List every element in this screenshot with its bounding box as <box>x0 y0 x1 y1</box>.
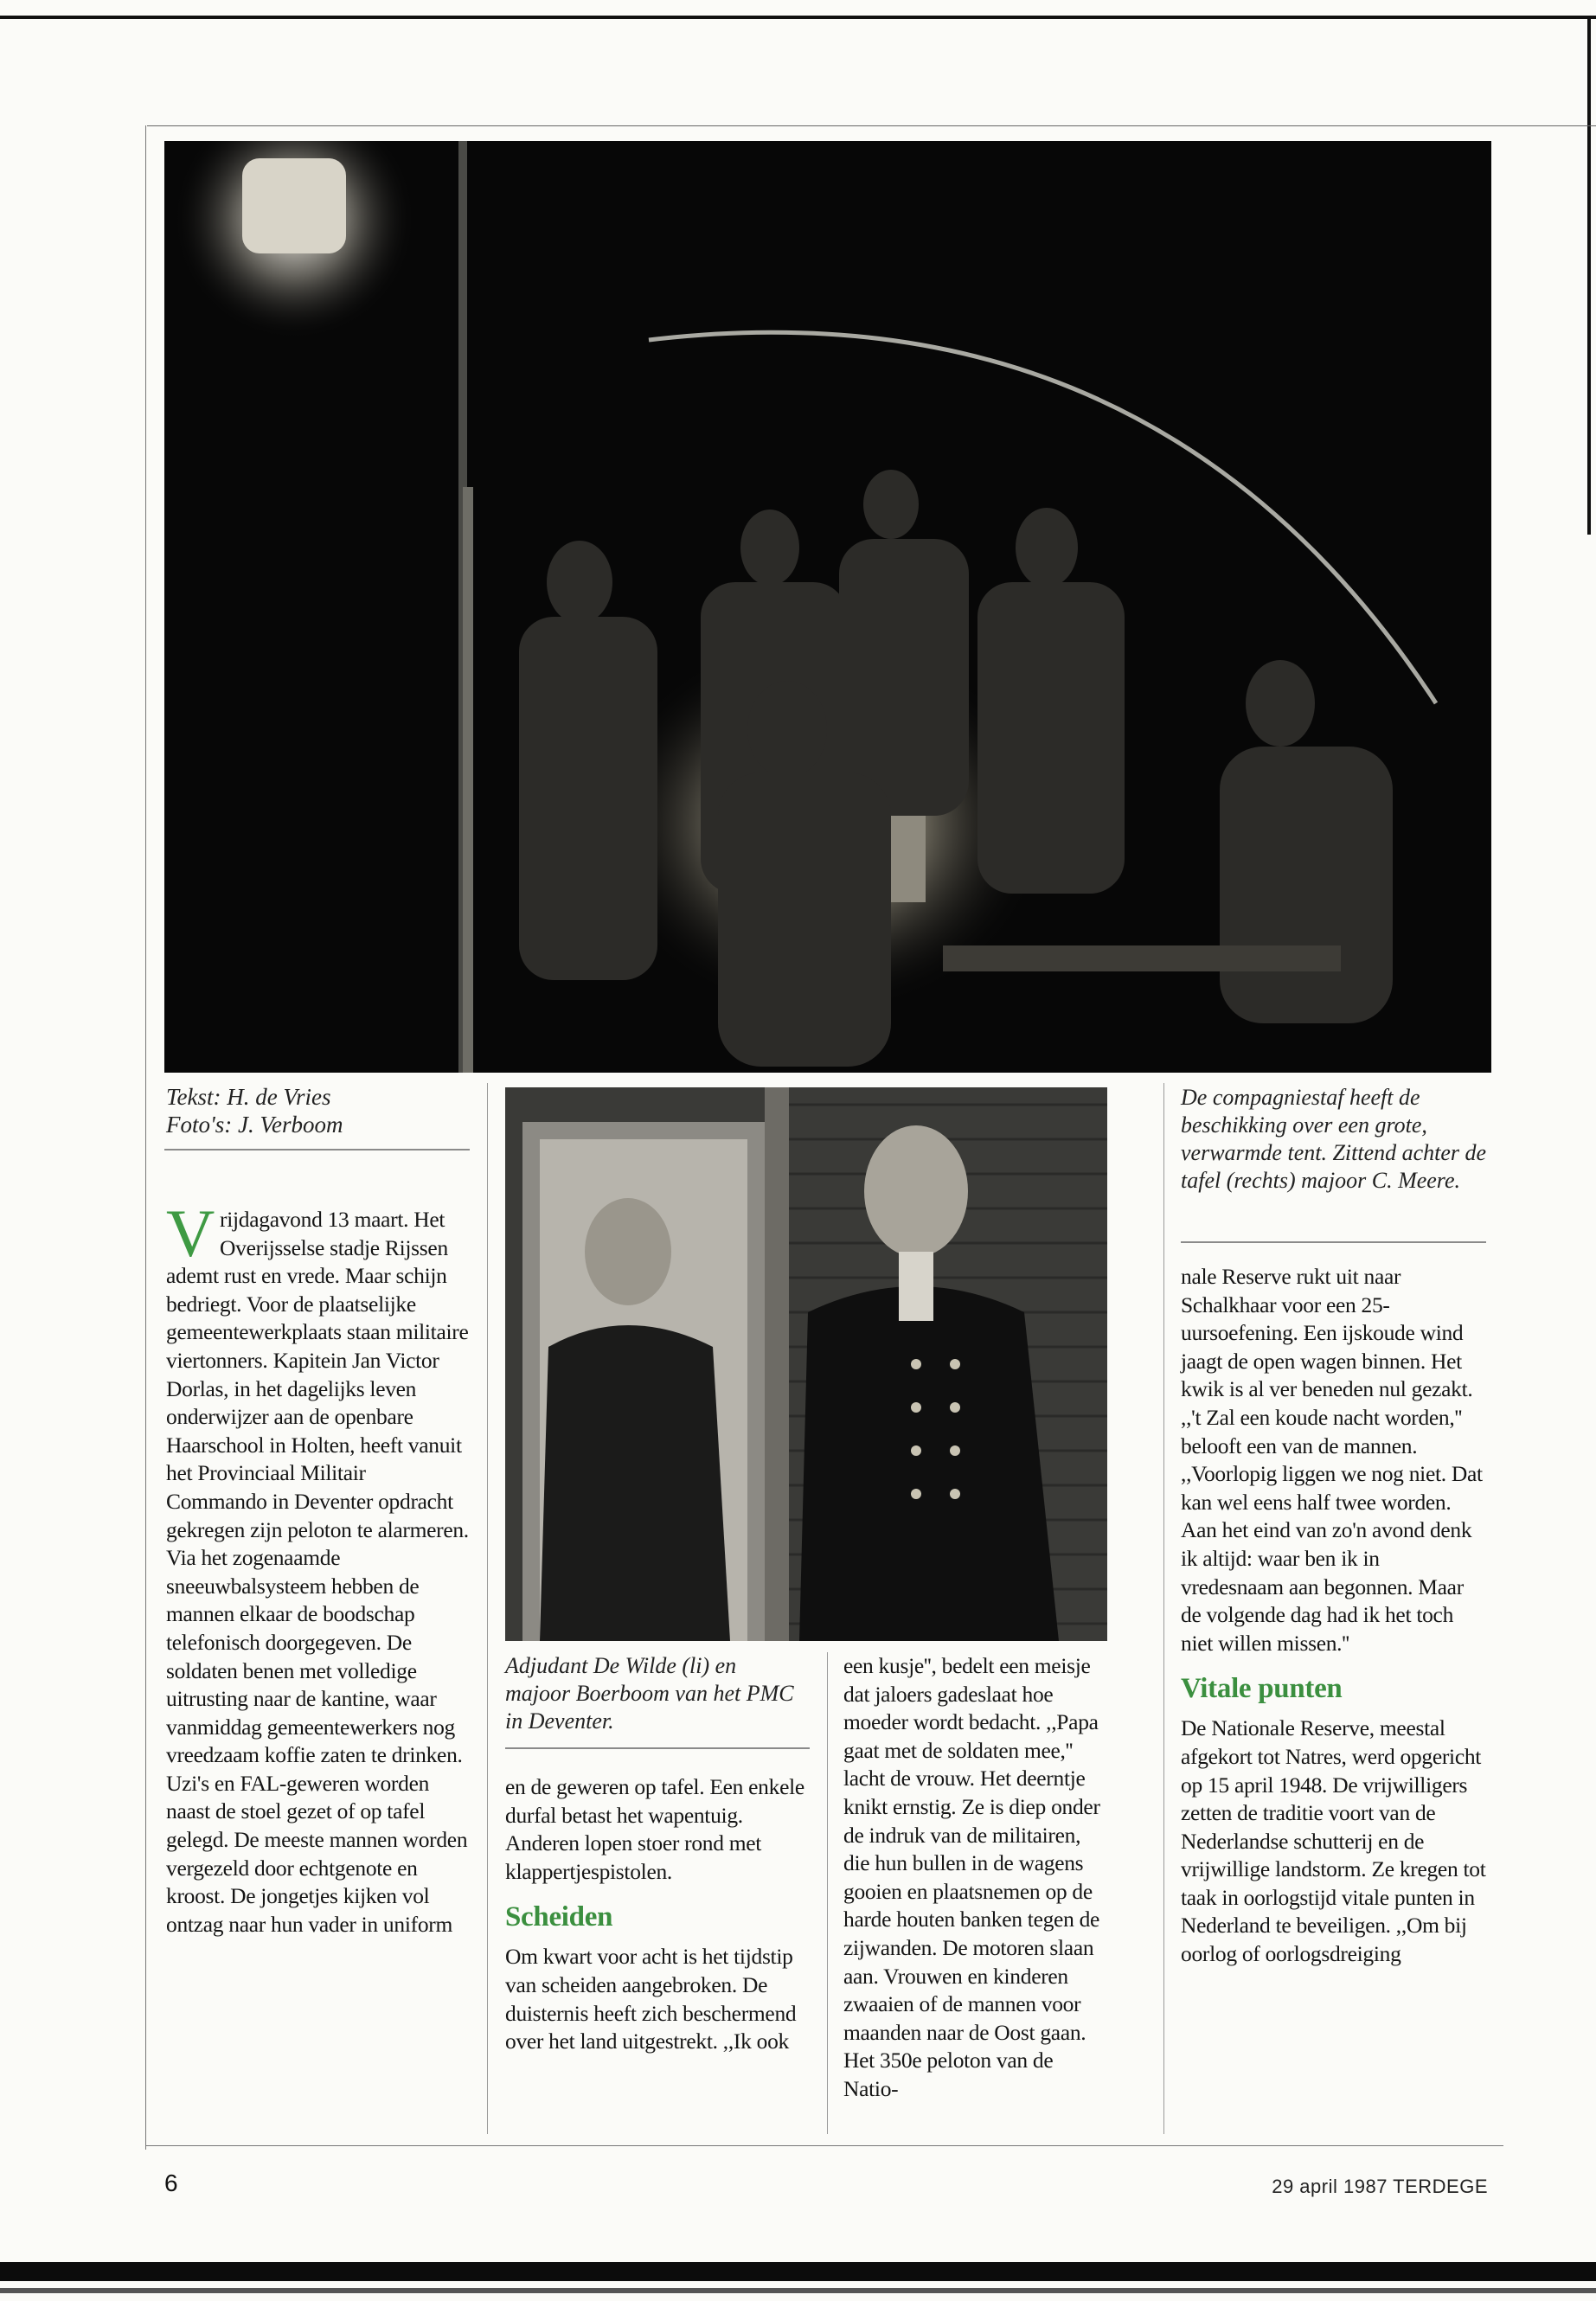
column-4-paragraph-1: nale Reserve rukt uit naar Schalkhaar voor een 25-uursoefening. Een ijskoude wind jaagt de open wagen binnen. Het kwik is al ver beneden nul gezakt. ,,'t Zal een koude nacht worden,'' belooft een van de mannen. ,,Voorlopig liggen we nog niet. Dat kan wel eens half twee worden. Aan het eind van zo'n avond denk ik altijd: waar ben ik in vredesnaam aan begonnen. Maar de volgende dag had ik het toch niet willen missen.'' <box>1181 1264 1483 1656</box>
top-hairline <box>147 125 1596 126</box>
officers-photo <box>505 1087 1107 1641</box>
article-paragraph-1 <box>166 1195 469 1939</box>
bottom-rule <box>145 2145 1503 2146</box>
article-credits <box>166 1083 469 1138</box>
article-column-2 <box>505 1773 810 2056</box>
column-separator-2 <box>827 1652 828 2134</box>
tent-photo-illustration <box>164 141 1491 1073</box>
article-column-4 <box>1181 1263 1486 1969</box>
issue-date: 29 april 1987 TERDEGE <box>1272 2176 1488 2197</box>
text-credit: Tekst: H. de Vries <box>166 1084 331 1110</box>
tent-photo <box>164 141 1491 1073</box>
bottom-border-thin <box>0 2288 1596 2293</box>
article-column-3 <box>843 1652 1107 2104</box>
column-1-text: rijdagavond 13 maart. Het Overijsselse stadje Rijssen ademt rust en vrede. Maar schijn bedriegt. Voor de plaatselijke gemeentewerkplaats staan militaire viertonners. Kapitein Jan Victor Dorlas, in het dagelijks leven onderwijzer aan de openbare Haarschool in Holten, heeft vanuit het Provinciaal Militair Commando in Deventer opdracht gekregen zijn peloton te alarmeren. Via het zogenaamde sneeuwbalsysteem hebben de mannen elkaar de boodschap telefonisch doorgegeven. De soldaten benen met volledige uitrusting naar de kantine, waar vanmiddag gemeentewerkers nog vreedzaam koffie zaten te drinken. Uzi's en FAL-geweren worden naast de stoel gezet of op tafel gelegd. De meeste mannen worden vergezeld door echtgenote en kroost. De jongetjes kijken vol ontzag naar hun vader in uniform <box>166 1207 469 1937</box>
mid-caption-rule <box>505 1747 810 1749</box>
left-margin-rule <box>145 125 146 2150</box>
tent-caption: De compagniestaf heeft de beschikking over een grote, verwarmde tent. Zittend achter de tafel (rechts) majoor C. Meere. <box>1181 1085 1487 1193</box>
drop-cap: V <box>166 1195 215 1271</box>
column-4-paragraph-2: De Nationale Reserve, meestal afgekort tot Natres, werd opgericht op 15 april 1948. De vrijwilligers zetten de traditie voort van de Nederlandse schutterij en de vrijwillige landstorm. Ze kregen tot taak in oorlogstijd vitale punten in Nederland te beveiligen. ,,Om bij oorlog of oorlogsdreiging <box>1181 1715 1486 1967</box>
top-border <box>0 16 1596 19</box>
top-caption-rule <box>1181 1241 1486 1243</box>
subhead-vitale-punten: Vitale punten <box>1181 1673 1343 1705</box>
officers-caption: Adjudant De Wilde (li) en majoor Boerboom van het PMC in Deventer. <box>505 1653 794 1734</box>
officers-photo-illustration <box>505 1087 1107 1641</box>
subhead-scheiden: Scheiden <box>505 1901 613 1933</box>
credit-rule <box>164 1149 470 1150</box>
article-column-1 <box>166 1195 469 1939</box>
column-2-paragraph-1: en de geweren op tafel. Een enkele durfal betast het wapentuig. Anderen lopen stoer rond met klappertjespistolen. <box>505 1774 804 1884</box>
column-separator-1 <box>487 1083 488 2134</box>
column-3-text: een kusje'', bedelt een meisje dat jaloers gadeslaat hoe moeder wordt bedacht. ,,Papa gaat met de soldaten mee,'' lacht de vrouw. Het deerntje knikt ernstig. Ze is diep onder de indruk van de militairen, die hun bullen in de wagens gooien en plaatsnemen op de harde houten banken tegen de zijwanden. De motoren slaan aan. Vrouwen en kinderen zwaaien of de mannen voor maanden naar de Oost gaan. Het 350e peloton van de Natio- <box>843 1653 1100 2101</box>
column-2-paragraph-2: Om kwart voor acht is het tijdstip van scheiden aangebroken. De duisternis heeft zich beschermend over het land uitgestrekt. ,,Ik ook <box>505 1944 797 2054</box>
right-border <box>1587 16 1591 535</box>
column-separator-3 <box>1163 1083 1164 2134</box>
bottom-border <box>0 2262 1596 2281</box>
page-number: 6 <box>164 2170 178 2196</box>
photo-credit: Foto's: J. Verboom <box>166 1112 343 1138</box>
